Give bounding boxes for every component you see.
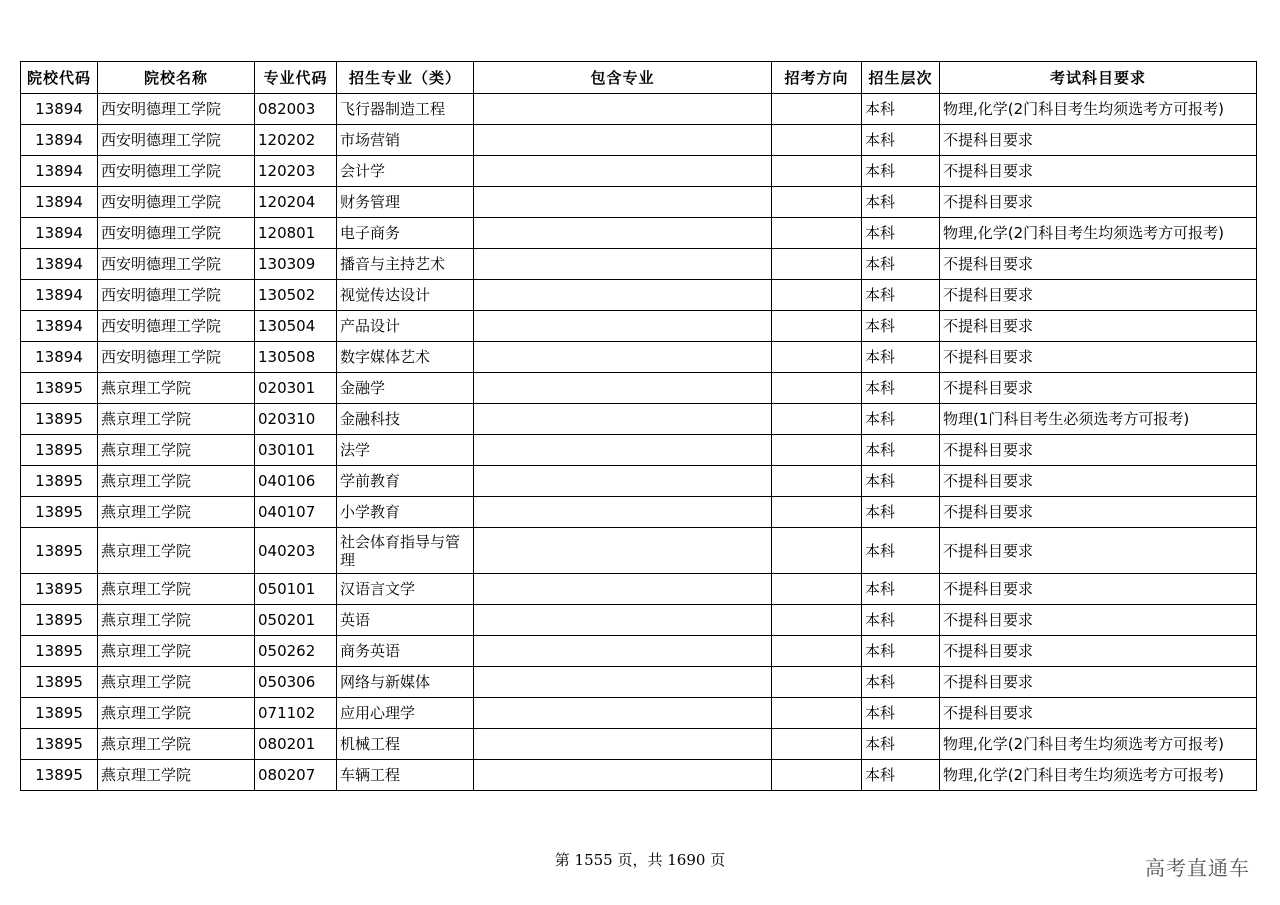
- table-row: [21, 435, 1257, 466]
- cell-school-code: 13894: [21, 311, 98, 342]
- cell-school-name: 西安明德理工学院: [98, 187, 255, 218]
- cell-major-code: 050101: [255, 574, 337, 605]
- cell-major-code: 080207: [255, 760, 337, 791]
- cell-major: 小学教育: [337, 497, 474, 528]
- cell-major: 金融学: [337, 373, 474, 404]
- cell-major-code: 050262: [255, 636, 337, 667]
- table-row: [21, 698, 1257, 729]
- cell-requirement: 不提科目要求: [940, 280, 1257, 311]
- cell-major-code: 040106: [255, 466, 337, 497]
- header-major: 招生专业（类）: [337, 62, 474, 94]
- cell-included-majors: [474, 466, 772, 497]
- cell-level: 本科: [862, 497, 940, 528]
- table-row: [21, 187, 1257, 218]
- cell-level: 本科: [862, 311, 940, 342]
- cell-direction: [772, 605, 862, 636]
- cell-school-code: 13895: [21, 760, 98, 791]
- cell-major: 英语: [337, 605, 474, 636]
- cell-included-majors: [474, 125, 772, 156]
- table-row: [21, 218, 1257, 249]
- table-row: [21, 373, 1257, 404]
- cell-direction: [772, 280, 862, 311]
- cell-included-majors: [474, 605, 772, 636]
- cell-direction: [772, 94, 862, 125]
- cell-level: 本科: [862, 342, 940, 373]
- cell-school-name: 燕京理工学院: [98, 667, 255, 698]
- cell-major-code: 130504: [255, 311, 337, 342]
- cell-included-majors: [474, 280, 772, 311]
- cell-school-code: 13894: [21, 342, 98, 373]
- cell-included-majors: [474, 760, 772, 791]
- table-row: [21, 466, 1257, 497]
- cell-requirement: 不提科目要求: [940, 373, 1257, 404]
- cell-school-name: 燕京理工学院: [98, 466, 255, 497]
- cell-direction: [772, 528, 862, 574]
- cell-level: 本科: [862, 280, 940, 311]
- cell-direction: [772, 574, 862, 605]
- cell-level: 本科: [862, 729, 940, 760]
- cell-direction: [772, 187, 862, 218]
- cell-school-code: 13894: [21, 94, 98, 125]
- cell-included-majors: [474, 342, 772, 373]
- cell-requirement: 不提科目要求: [940, 667, 1257, 698]
- table-row: [21, 667, 1257, 698]
- majors-table: [20, 61, 1257, 791]
- cell-requirement: 物理,化学(2门科目考生均须选考方可报考): [940, 94, 1257, 125]
- cell-school-code: 13894: [21, 249, 98, 280]
- cell-direction: [772, 729, 862, 760]
- cell-requirement: 不提科目要求: [940, 698, 1257, 729]
- cell-school-code: 13894: [21, 218, 98, 249]
- cell-school-name: 燕京理工学院: [98, 497, 255, 528]
- cell-included-majors: [474, 729, 772, 760]
- cell-major: 会计学: [337, 156, 474, 187]
- cell-school-code: 13895: [21, 466, 98, 497]
- cell-major-code: 080201: [255, 729, 337, 760]
- cell-requirement: 不提科目要求: [940, 497, 1257, 528]
- cell-school-code: 13894: [21, 125, 98, 156]
- cell-included-majors: [474, 187, 772, 218]
- cell-requirement: 不提科目要求: [940, 156, 1257, 187]
- header-included-majors: 包含专业: [474, 62, 772, 94]
- cell-direction: [772, 342, 862, 373]
- watermark: 高考直通车: [1145, 856, 1250, 880]
- cell-level: 本科: [862, 435, 940, 466]
- cell-major-code: 040203: [255, 528, 337, 574]
- cell-school-name: 燕京理工学院: [98, 435, 255, 466]
- cell-school-name: 西安明德理工学院: [98, 218, 255, 249]
- cell-major: 法学: [337, 435, 474, 466]
- cell-requirement: 不提科目要求: [940, 311, 1257, 342]
- header-requirement: 考试科目要求: [940, 62, 1257, 94]
- table-row: [21, 729, 1257, 760]
- cell-major: 产品设计: [337, 311, 474, 342]
- cell-requirement: 不提科目要求: [940, 605, 1257, 636]
- cell-major: 播音与主持艺术: [337, 249, 474, 280]
- table-row: [21, 94, 1257, 125]
- cell-school-code: 13895: [21, 435, 98, 466]
- cell-school-code: 13895: [21, 605, 98, 636]
- table-row: [21, 760, 1257, 791]
- cell-major-code: 050201: [255, 605, 337, 636]
- cell-major-code: 130502: [255, 280, 337, 311]
- cell-major: 电子商务: [337, 218, 474, 249]
- header-direction: 招考方向: [772, 62, 862, 94]
- cell-direction: [772, 218, 862, 249]
- cell-direction: [772, 311, 862, 342]
- cell-level: 本科: [862, 94, 940, 125]
- table-row: [21, 125, 1257, 156]
- cell-school-name: 西安明德理工学院: [98, 249, 255, 280]
- table-row: [21, 605, 1257, 636]
- cell-direction: [772, 698, 862, 729]
- header-major-code: 专业代码: [255, 62, 337, 94]
- cell-major: 车辆工程: [337, 760, 474, 791]
- cell-level: 本科: [862, 156, 940, 187]
- cell-school-code: 13895: [21, 574, 98, 605]
- cell-included-majors: [474, 574, 772, 605]
- cell-requirement: 不提科目要求: [940, 574, 1257, 605]
- cell-school-name: 西安明德理工学院: [98, 156, 255, 187]
- cell-school-name: 燕京理工学院: [98, 760, 255, 791]
- header-level: 招生层次: [862, 62, 940, 94]
- cell-level: 本科: [862, 249, 940, 280]
- cell-school-name: 西安明德理工学院: [98, 94, 255, 125]
- cell-level: 本科: [862, 605, 940, 636]
- cell-level: 本科: [862, 125, 940, 156]
- cell-school-name: 西安明德理工学院: [98, 280, 255, 311]
- cell-direction: [772, 636, 862, 667]
- cell-major-code: 071102: [255, 698, 337, 729]
- cell-requirement: 不提科目要求: [940, 125, 1257, 156]
- cell-level: 本科: [862, 528, 940, 574]
- cell-included-majors: [474, 667, 772, 698]
- cell-requirement: 不提科目要求: [940, 249, 1257, 280]
- cell-school-name: 西安明德理工学院: [98, 342, 255, 373]
- cell-level: 本科: [862, 760, 940, 791]
- cell-major-code: 130309: [255, 249, 337, 280]
- cell-major: 机械工程: [337, 729, 474, 760]
- header-school-code: 院校代码: [21, 62, 98, 94]
- cell-included-majors: [474, 698, 772, 729]
- cell-school-code: 13895: [21, 667, 98, 698]
- table-row: [21, 528, 1257, 574]
- table-row: [21, 636, 1257, 667]
- cell-major-code: 120203: [255, 156, 337, 187]
- cell-direction: [772, 373, 862, 404]
- cell-requirement: 物理,化学(2门科目考生均须选考方可报考): [940, 760, 1257, 791]
- cell-included-majors: [474, 311, 772, 342]
- cell-major-code: 050306: [255, 667, 337, 698]
- cell-school-name: 燕京理工学院: [98, 605, 255, 636]
- cell-requirement: 不提科目要求: [940, 435, 1257, 466]
- header-school-name: 院校名称: [98, 62, 255, 94]
- cell-school-name: 燕京理工学院: [98, 404, 255, 435]
- cell-level: 本科: [862, 466, 940, 497]
- cell-major-code: 040107: [255, 497, 337, 528]
- cell-school-code: 13895: [21, 497, 98, 528]
- cell-included-majors: [474, 404, 772, 435]
- cell-major-code: 082003: [255, 94, 337, 125]
- cell-school-code: 13894: [21, 187, 98, 218]
- table-row: [21, 249, 1257, 280]
- cell-level: 本科: [862, 698, 940, 729]
- table-row: [21, 574, 1257, 605]
- cell-major: 网络与新媒体: [337, 667, 474, 698]
- cell-major-code: 120801: [255, 218, 337, 249]
- cell-major-code: 130508: [255, 342, 337, 373]
- cell-included-majors: [474, 156, 772, 187]
- cell-direction: [772, 125, 862, 156]
- cell-school-name: 燕京理工学院: [98, 528, 255, 574]
- cell-included-majors: [474, 373, 772, 404]
- cell-direction: [772, 760, 862, 791]
- cell-major: 学前教育: [337, 466, 474, 497]
- cell-included-majors: [474, 497, 772, 528]
- table-row: [21, 404, 1257, 435]
- cell-major: 商务英语: [337, 636, 474, 667]
- table-row: [21, 311, 1257, 342]
- table-row: [21, 280, 1257, 311]
- cell-major: 汉语言文学: [337, 574, 474, 605]
- cell-level: 本科: [862, 218, 940, 249]
- cell-direction: [772, 497, 862, 528]
- cell-direction: [772, 435, 862, 466]
- cell-major-code: 120202: [255, 125, 337, 156]
- cell-direction: [772, 404, 862, 435]
- cell-included-majors: [474, 636, 772, 667]
- cell-school-name: 西安明德理工学院: [98, 125, 255, 156]
- cell-level: 本科: [862, 667, 940, 698]
- table-body: [21, 94, 1257, 791]
- cell-requirement: 不提科目要求: [940, 187, 1257, 218]
- cell-direction: [772, 667, 862, 698]
- cell-requirement: 物理,化学(2门科目考生均须选考方可报考): [940, 218, 1257, 249]
- cell-school-code: 13894: [21, 156, 98, 187]
- cell-major: 市场营销: [337, 125, 474, 156]
- cell-level: 本科: [862, 373, 940, 404]
- cell-requirement: 物理(1门科目考生必须选考方可报考): [940, 404, 1257, 435]
- cell-school-code: 13895: [21, 404, 98, 435]
- cell-school-code: 13895: [21, 698, 98, 729]
- cell-requirement: 不提科目要求: [940, 466, 1257, 497]
- cell-major: 应用心理学: [337, 698, 474, 729]
- cell-school-code: 13895: [21, 373, 98, 404]
- cell-included-majors: [474, 218, 772, 249]
- cell-direction: [772, 466, 862, 497]
- cell-level: 本科: [862, 636, 940, 667]
- cell-level: 本科: [862, 574, 940, 605]
- cell-major-code: 020310: [255, 404, 337, 435]
- cell-school-code: 13895: [21, 528, 98, 574]
- cell-major: 金融科技: [337, 404, 474, 435]
- cell-requirement: 物理,化学(2门科目考生均须选考方可报考): [940, 729, 1257, 760]
- cell-school-name: 西安明德理工学院: [98, 311, 255, 342]
- header-row: [21, 62, 1257, 94]
- cell-included-majors: [474, 528, 772, 574]
- table-row: [21, 342, 1257, 373]
- cell-direction: [772, 156, 862, 187]
- page-footer: 第 1555 页，共 1690 页: [554, 851, 726, 869]
- cell-school-name: 燕京理工学院: [98, 574, 255, 605]
- cell-school-code: 13895: [21, 729, 98, 760]
- cell-major: 视觉传达设计: [337, 280, 474, 311]
- table-row: [21, 156, 1257, 187]
- cell-school-code: 13894: [21, 280, 98, 311]
- cell-school-name: 燕京理工学院: [98, 373, 255, 404]
- cell-major: 社会体育指导与管理: [337, 528, 474, 574]
- cell-major-code: 030101: [255, 435, 337, 466]
- cell-major: 数字媒体艺术: [337, 342, 474, 373]
- cell-school-name: 燕京理工学院: [98, 698, 255, 729]
- cell-major-code: 020301: [255, 373, 337, 404]
- cell-major: 飞行器制造工程: [337, 94, 474, 125]
- cell-included-majors: [474, 94, 772, 125]
- cell-major: 财务管理: [337, 187, 474, 218]
- cell-included-majors: [474, 249, 772, 280]
- table-row: [21, 497, 1257, 528]
- cell-school-name: 燕京理工学院: [98, 729, 255, 760]
- cell-requirement: 不提科目要求: [940, 342, 1257, 373]
- cell-school-name: 燕京理工学院: [98, 636, 255, 667]
- cell-requirement: 不提科目要求: [940, 636, 1257, 667]
- cell-requirement: 不提科目要求: [940, 528, 1257, 574]
- cell-school-code: 13895: [21, 636, 98, 667]
- cell-level: 本科: [862, 187, 940, 218]
- cell-level: 本科: [862, 404, 940, 435]
- cell-major-code: 120204: [255, 187, 337, 218]
- cell-direction: [772, 249, 862, 280]
- cell-included-majors: [474, 435, 772, 466]
